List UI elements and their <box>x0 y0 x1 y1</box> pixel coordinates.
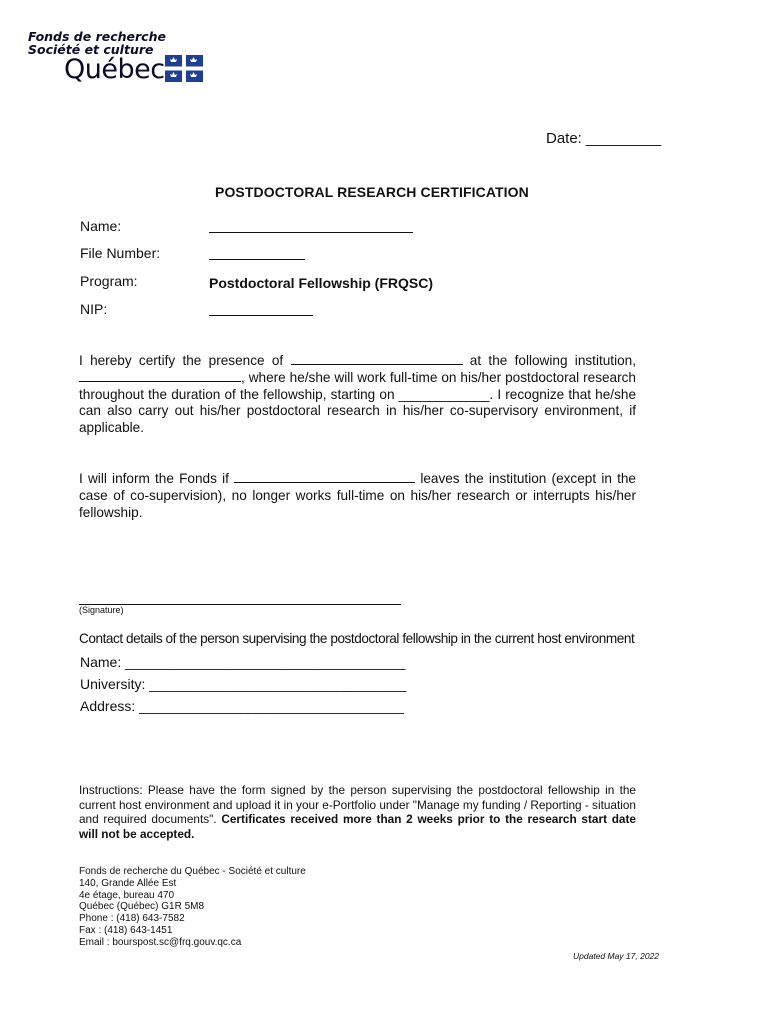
page-title: POSTDOCTORAL RESEARCH CERTIFICATION <box>215 184 529 200</box>
fleur-de-lis-icon <box>165 55 203 82</box>
supervisor-university-field[interactable]: University: _________________________________ <box>80 676 407 692</box>
candidate-name-blank[interactable] <box>291 353 463 365</box>
frq-logo <box>28 30 218 86</box>
logo-quebec-wordmark: Québec <box>64 54 165 85</box>
fax-line: Fax : (418) 643-1451 <box>79 924 173 936</box>
logo-line-fonds: Fonds de recherche <box>28 29 166 44</box>
supervisor-name-field[interactable]: Name: ____________________________________ <box>80 654 406 670</box>
certify-text-a: I hereby certify the presence of <box>79 353 284 368</box>
nip-input-line[interactable] <box>209 315 313 316</box>
logo-line-societe: Société et culture <box>28 42 154 57</box>
name-input-line[interactable] <box>209 232 413 233</box>
address-line: 140, Grande Allée Est <box>79 877 177 889</box>
signature-label: (Signature) <box>79 605 124 615</box>
certify-text-c: , where he/she will work full-time on his/her postdoctoral research throughout the duration of the fellowship, starting on ____________. I recognize that he/she can also carry out his/her postdoctoral research in his/her co-supervisory environment, if applicable. <box>79 369 636 436</box>
updated-date: Updated May 17, 2022 <box>573 951 660 961</box>
phone-line: Phone : (418) 643-7582 <box>79 913 185 925</box>
program-value: Postdoctoral Fellowship (FRQSC) <box>209 275 434 291</box>
inform-paragraph <box>79 471 636 521</box>
quebec-flag-icon <box>165 55 203 82</box>
nip-label: NIP: <box>80 301 108 317</box>
address-line: Québec (Québec) G1R 5M8 <box>79 901 205 913</box>
supervisor-address-field[interactable]: Address: __________________________________ <box>80 698 404 714</box>
instructions-paragraph <box>79 783 636 841</box>
date-field[interactable]: Date: _________ <box>546 130 662 147</box>
address-line: 4e étage, bureau 470 <box>79 889 175 901</box>
email-line: Email : bourspost.sc@frq.gouv.qc.ca <box>79 936 242 948</box>
name-label: Name: <box>80 218 122 234</box>
inform-text-a: I will inform the Fonds if <box>79 471 229 486</box>
fonds-address <box>79 866 306 949</box>
program-label: Program: <box>80 273 138 289</box>
instructions-warning: Certificates received more than 2 weeks prior to the research start date will not be accepted. <box>79 812 636 841</box>
certification-paragraph <box>79 353 636 437</box>
contact-block <box>80 651 406 717</box>
institution-blank[interactable] <box>79 370 241 382</box>
signature-line[interactable] <box>79 604 401 605</box>
inform-name-blank[interactable] <box>234 471 415 483</box>
instructions-text: Instructions: Please have the form signed by the person supervising the postdoctoral fellowship in the current host environment and upload it in your e-Portfolio under "Manage my funding / Reporting - situation and required documents". <box>79 783 636 827</box>
certify-text-b: at the following institution, <box>469 353 636 368</box>
contact-heading: Contact details of the person supervising the postdoctoral fellowship in the current host environment <box>79 631 635 646</box>
address-line: Fonds de recherche du Québec - Société et culture <box>79 866 306 877</box>
file-number-label: File Number: <box>80 245 161 261</box>
file-number-input-line[interactable] <box>209 259 305 260</box>
inform-text-b: leaves the institution (except in the case of co-supervision), no longer works full-time on his/her research or interrupts his/her fellowship. <box>79 471 636 520</box>
